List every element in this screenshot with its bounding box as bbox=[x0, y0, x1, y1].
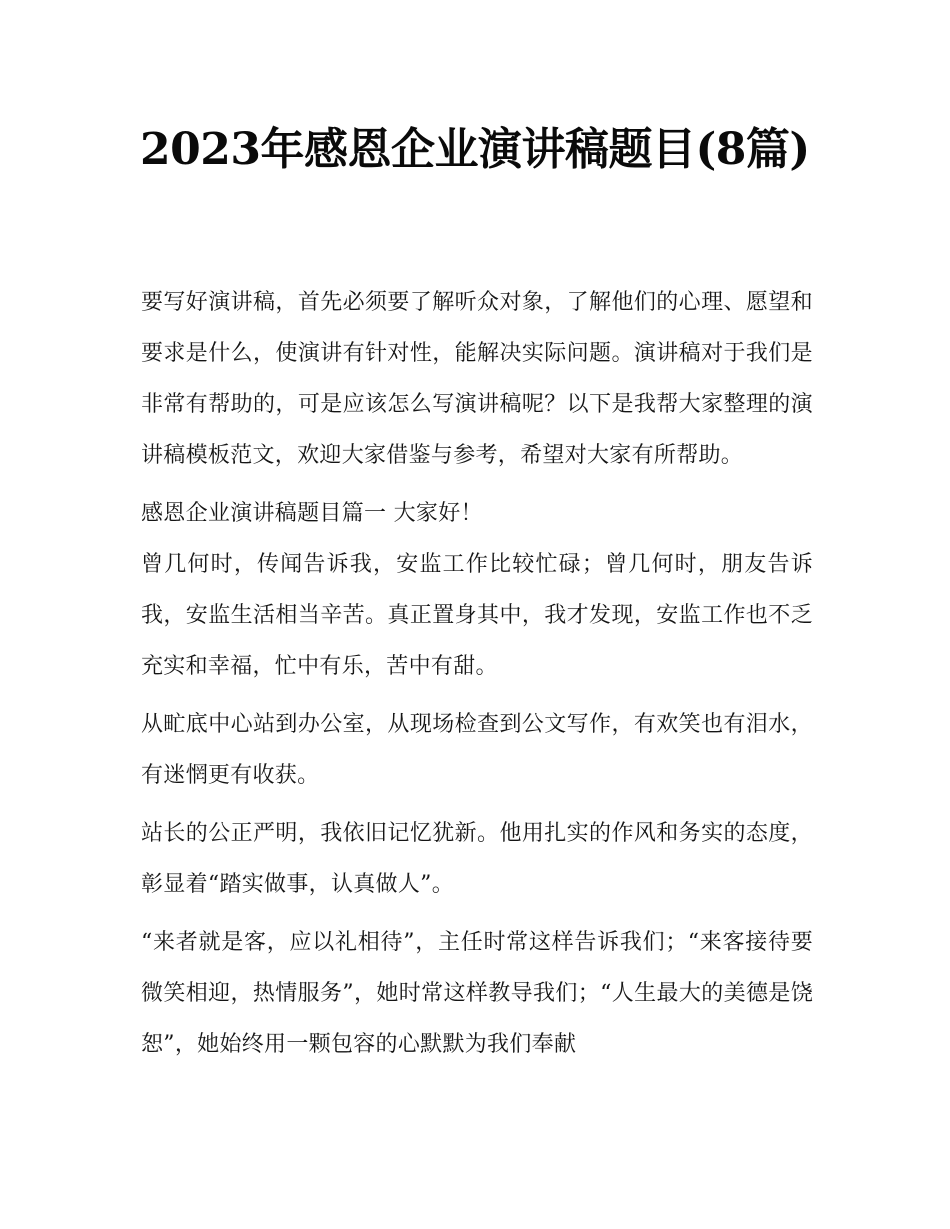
body-paragraph: 从甿底中心站到办公室，从现场检查到公文写作，有欢笑也有泪水，有迷惘更有收获。 bbox=[141, 712, 813, 788]
document-body bbox=[141, 277, 813, 1077]
section-heading-paragraph: 感恩企业演讲稿题目篇一 大家好！ bbox=[141, 501, 483, 526]
intro-paragraph: 要写好演讲稿，首先必须要了解听众对象，了解他们的心理、愿望和要求是什么，使演讲有针对性，能解决实际问题。演讲稿对于我们是非常有帮助的，可是应该怎么写演讲稿呢？以下是我帮大家整理的演讲稿模板范文，欢迎大家借鉴与参考，希望对大家有所帮助。 bbox=[141, 290, 813, 468]
body-paragraph: 站长的公正严明，我依旧记忆犹新。他用扎实的作风和务实的态度，彰显着“踏实做事，认真做人”。 bbox=[141, 821, 813, 897]
body-paragraph: 曾几何时，传闻告诉我，安监工作比较忙碌；曾几何时，朋友告诉我，安监生活相当辛苦。真正置身其中，我才发现，安监工作也不乏充实和幸福，忙中有乐，苦中有甜。 bbox=[141, 552, 813, 679]
document-title: 2023年感恩企业演讲稿题目(8篇) bbox=[140, 124, 810, 175]
body-paragraph: “来者就是客，应以礼相待”，主任时常这样告诉我们；“来客接待要微笑相迎，热情服务”，她时常这样教导我们；“人生最大的美德是饶恕”，她始终用一颗包容的心默默为我们奉献 bbox=[141, 930, 813, 1057]
